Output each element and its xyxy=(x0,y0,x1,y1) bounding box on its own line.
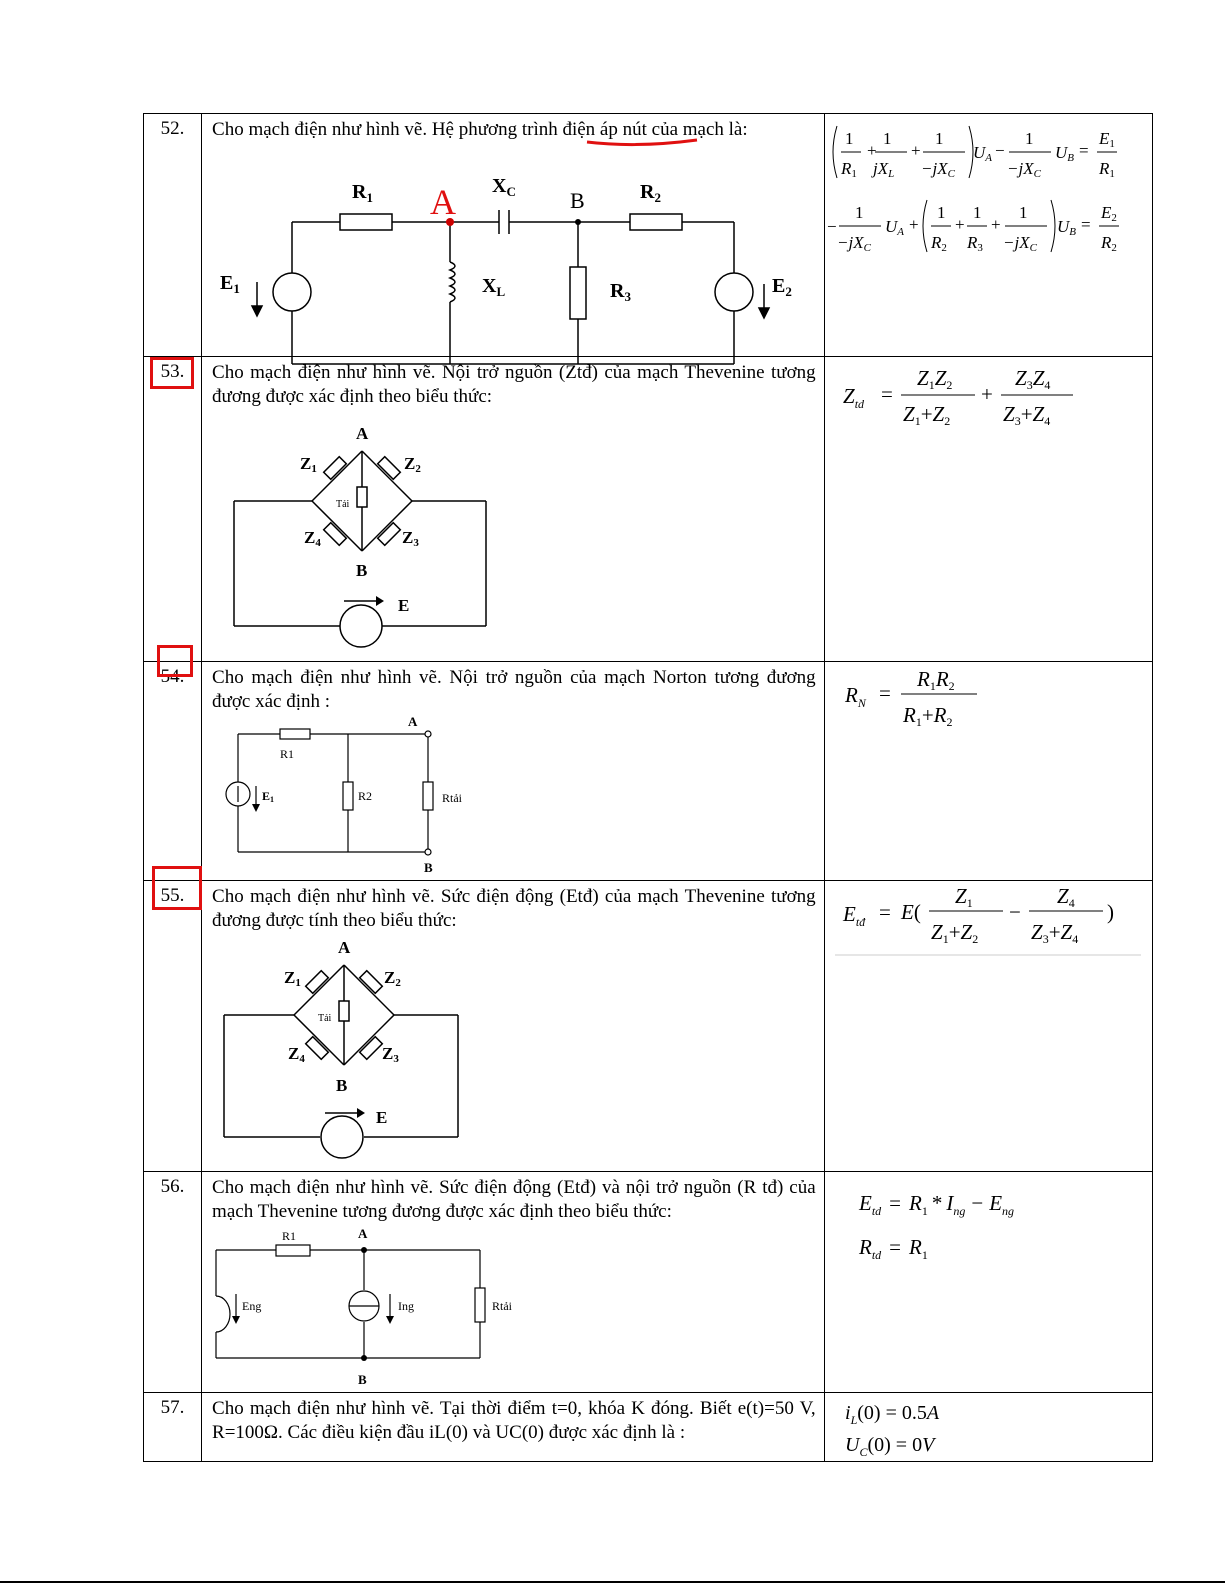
svg-text:=: = xyxy=(1078,141,1089,160)
svg-text:R3: R3 xyxy=(966,233,983,254)
question-number: 54. xyxy=(144,662,202,881)
svg-text:Rtd=R1: $R_{td} = R_1$ xyxy=(858,1235,928,1262)
question-cell xyxy=(202,114,825,357)
svg-text:1: 1 xyxy=(1018,203,1028,222)
svg-text:Rtải: Rtải xyxy=(492,1299,513,1313)
label-R2: $R_2$ xyxy=(640,181,661,205)
svg-text:iL(0) = 0.5A: $i_L(0) = 0.5A$ xyxy=(844,1402,939,1427)
svg-text:−jXC: −jXC xyxy=(1006,159,1041,180)
svg-text:R1+R2: R1+R2 xyxy=(902,703,953,729)
svg-text:+: + xyxy=(990,215,1001,234)
red-box-54 xyxy=(157,645,193,677)
svg-text:1: 1 xyxy=(972,203,982,222)
question-row-55 xyxy=(144,881,1153,1172)
svg-text:=: = xyxy=(880,382,893,406)
svg-text:jXL: jXL xyxy=(872,159,894,180)
svg-text:Z1: Z1 xyxy=(300,454,317,475)
question-text: Cho mạch điện như hình vẽ. Nội trở nguồn (Ztđ) của mạch Thevenine tương đương được xác định theo biểu thức: xyxy=(212,362,816,407)
svg-text:E1: E1 xyxy=(262,789,275,804)
svg-text:E2: E2 xyxy=(1100,203,1117,224)
question-row-56 xyxy=(144,1172,1153,1393)
question-cell xyxy=(202,357,825,662)
answer-formula-56 xyxy=(825,1172,1153,1272)
svg-text:B: B xyxy=(424,860,433,875)
svg-text:UB: UB xyxy=(1056,217,1076,238)
svg-text:R2: R2 xyxy=(930,233,947,254)
svg-text:=: = xyxy=(878,900,891,924)
svg-text:A: A xyxy=(356,424,369,443)
answer-cell xyxy=(824,881,1152,1172)
svg-text:E1: E1 xyxy=(1098,129,1115,150)
svg-text:−jXC: −jXC xyxy=(1002,233,1037,254)
svg-text:R1: R1 xyxy=(840,159,857,180)
svg-text:A: A xyxy=(338,938,351,957)
svg-text:Z2: Z2 xyxy=(404,454,421,475)
svg-text:Z1+Z2: Z1+Z2 xyxy=(930,920,978,946)
svg-text:Eng: Eng xyxy=(242,1299,262,1313)
question-text: Cho mạch điện như hình vẽ. Tại thời điểm t=0, khóa K đóng. Biết e(t)=50 V, R=100Ω. Các điều kiện đầu iL(0) và UC(0) được xác định là : xyxy=(212,1398,816,1443)
svg-text:Z1Z2: Z1Z2 xyxy=(916,366,953,392)
svg-text:1: 1 xyxy=(854,203,864,222)
svg-text:B: B xyxy=(336,1076,348,1095)
question-number: 52. xyxy=(144,114,202,357)
svg-text:E: E xyxy=(376,1108,388,1127)
svg-text:Tải: Tải xyxy=(318,1013,332,1024)
question-row-57 xyxy=(144,1393,1153,1462)
svg-text:Z3: Z3 xyxy=(402,528,419,549)
bridge-figure-53 xyxy=(212,421,512,661)
svg-text:Z4: Z4 xyxy=(288,1044,305,1065)
svg-text:−: − xyxy=(826,217,837,236)
svg-text:UA: UA xyxy=(972,143,992,164)
answer-formula-53 xyxy=(825,357,1153,447)
svg-text:+: + xyxy=(954,215,965,234)
label-XL: $X_L$ xyxy=(482,275,506,299)
question-row-53 xyxy=(144,357,1153,662)
svg-text:R1: R1 xyxy=(280,747,295,761)
svg-text:R1: R1 xyxy=(1098,159,1115,180)
red-box-55 xyxy=(152,866,202,910)
svg-text:1: 1 xyxy=(936,203,946,222)
question-sheet xyxy=(143,113,1153,1462)
question-number: 56. xyxy=(144,1172,202,1393)
svg-text:Z4: Z4 xyxy=(304,528,321,549)
svg-text:1: 1 xyxy=(1024,129,1034,148)
svg-text:−: − xyxy=(994,141,1005,160)
svg-text:Z3+Z4: Z3+Z4 xyxy=(1002,402,1050,428)
svg-text:B: B xyxy=(358,1372,367,1387)
svg-text:Ztd: $Z_{td}$ xyxy=(842,384,864,411)
node-A-handwritten: A xyxy=(430,182,457,222)
answer-formula-57 xyxy=(825,1393,1153,1461)
thevenin-figure-56 xyxy=(208,1226,513,1387)
question-table xyxy=(143,113,1153,1462)
answer-formula-52 xyxy=(825,114,1153,264)
circuit-figure-52 xyxy=(202,142,812,352)
question-cell xyxy=(202,881,825,1172)
svg-text:Z1+Z2: Z1+Z2 xyxy=(902,402,950,428)
svg-text:+: + xyxy=(908,215,919,234)
svg-text:R1: R1 xyxy=(282,1229,297,1243)
answer-cell xyxy=(824,662,1152,881)
label-Xc: $X_C$ xyxy=(492,175,516,199)
page-bottom-rule xyxy=(0,1581,1225,1583)
question-cell xyxy=(202,1393,825,1462)
answer-cell xyxy=(824,1393,1152,1462)
question-text: Cho mạch điện như hình vẽ. Nội trở nguồn của mạch Norton tương đương được xác định : xyxy=(212,667,816,712)
svg-text:−jXC: −jXC xyxy=(836,233,871,254)
svg-text:): ) xyxy=(1106,900,1114,924)
svg-text:Z2: Z2 xyxy=(384,968,401,989)
svg-text:+: + xyxy=(980,382,993,406)
svg-text:1: 1 xyxy=(934,129,944,148)
answer-cell xyxy=(824,114,1152,357)
question-number: 55. xyxy=(144,881,202,1172)
svg-text:Z4: Z4 xyxy=(1056,884,1075,910)
label-E1: $E_1$ xyxy=(220,272,240,296)
svg-text:Etd=R1*Ing−Eng: $E_{td} = R_1 * I_{ng} - E_{ng}$ xyxy=(858,1191,1014,1218)
svg-text:−: − xyxy=(1008,900,1021,924)
answer-formula-55 xyxy=(825,881,1153,961)
svg-text:−jXC: −jXC xyxy=(920,159,955,180)
question-number: 53. xyxy=(144,357,202,662)
norton-figure-54 xyxy=(212,714,502,874)
svg-text:=: = xyxy=(878,681,891,705)
svg-text:Ing: Ing xyxy=(398,1299,415,1313)
svg-text:Etđ: $E_{tđ}$ xyxy=(842,902,865,929)
svg-text:1: 1 xyxy=(882,129,892,148)
svg-text:RN: $R_N$ xyxy=(844,683,866,710)
question-cell xyxy=(202,662,825,881)
svg-text:=: = xyxy=(1080,215,1091,234)
svg-text:R2: R2 xyxy=(358,789,373,803)
svg-text:R1R2: R1R2 xyxy=(916,667,955,693)
svg-text:UB: UB xyxy=(1054,143,1074,164)
svg-text:Z3: Z3 xyxy=(382,1044,399,1065)
svg-text:Rtải: Rtải xyxy=(442,791,463,805)
label-R1: $R_1$ xyxy=(352,181,373,205)
answer-cell xyxy=(824,1172,1152,1393)
svg-text:A: A xyxy=(358,1226,368,1241)
question-row-52 xyxy=(144,114,1153,357)
svg-text:Tải: Tải xyxy=(336,499,350,510)
question-text: Cho mạch điện như hình vẽ. Hệ phương trình điện áp nút của mạch là: xyxy=(212,119,748,140)
answer-formula-54 xyxy=(825,662,1153,742)
svg-text:E: E xyxy=(398,596,410,615)
svg-text:A: A xyxy=(408,714,418,729)
question-row-54 xyxy=(144,662,1153,881)
svg-text:+: + xyxy=(866,141,877,160)
svg-text:Z1: Z1 xyxy=(954,884,973,910)
label-R3: $R_3$ xyxy=(610,280,631,304)
question-number: 57. xyxy=(144,1393,202,1462)
red-underline-52 xyxy=(585,134,705,148)
svg-text:R2: R2 xyxy=(1100,233,1117,254)
question-text: Cho mạch điện như hình vẽ. Sức điện động (Etđ) của mạch Thevenine tương đương được tính theo biểu thức: xyxy=(212,886,816,931)
question-cell xyxy=(202,1172,825,1393)
svg-text:+: + xyxy=(910,141,921,160)
red-box-53 xyxy=(150,357,194,389)
label-E2: $E_2$ xyxy=(772,275,792,299)
bridge-figure-55 xyxy=(212,938,512,1171)
svg-text:1: 1 xyxy=(844,129,854,148)
node-B-label: B xyxy=(570,188,585,213)
answer-cell xyxy=(824,357,1152,662)
svg-text:Z3+Z4: Z3+Z4 xyxy=(1030,920,1078,946)
svg-text:UA: UA xyxy=(884,217,904,238)
svg-text:Z3Z4: Z3Z4 xyxy=(1014,366,1051,392)
svg-text:E(: E( xyxy=(900,900,921,924)
svg-text:B: B xyxy=(356,561,368,580)
svg-text:UC(0) = 0V: $U_C(0) = 0V$ xyxy=(844,1434,934,1459)
svg-text:Z1: Z1 xyxy=(284,968,301,989)
question-text: Cho mạch điện như hình vẽ. Sức điện động (Etđ) và nội trở nguồn (R tđ) của mạch Thevenine tương đương được xác định theo biểu thức: xyxy=(212,1177,816,1222)
